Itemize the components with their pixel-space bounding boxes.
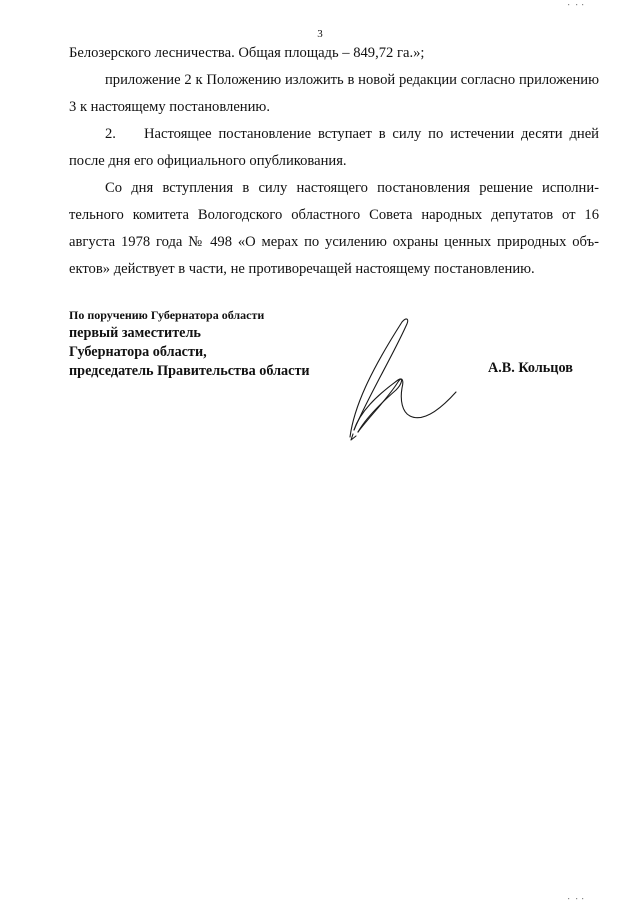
- paragraph-continuation: Белозерского лесничества. Общая площадь – 849,72 га.»;: [69, 45, 425, 61]
- item-text: Настоящее постановление вступает в силу по истечении десяти дней после дня его официального опубликования.: [69, 126, 599, 169]
- position-line-1: первый заместитель: [69, 325, 201, 341]
- document-body: [69, 40, 599, 283]
- position-line-2: Губернатора области,: [69, 344, 207, 360]
- position-line-3: председатель Правительства области: [69, 363, 310, 379]
- paragraph-appendix-amendment: приложение 2 к Положению изложить в новой редакции согласно приложению 3 к настоящему постановлению.: [69, 72, 599, 115]
- item-number: 2.: [105, 126, 116, 142]
- handwritten-signature: [340, 312, 470, 442]
- paragraph-numbered-2: [69, 121, 599, 175]
- page-number: 3: [317, 28, 323, 40]
- corner-mark-top: [566, 2, 586, 8]
- signer-name: А.В. Кольцов: [488, 360, 573, 376]
- corner-mark-bottom: [566, 896, 586, 902]
- paragraph-decision-validity: Со дня вступления в силу настоящего постановления решение исполни-тельного комитета Вологодского областного Совета народных депутатов от 16 августа 1978 года № 498 «О мерах по усилению охраны ценных природных объ-ектов» действует в части, не противоречащей настоящему постановлению.: [69, 180, 599, 277]
- signature-block: [69, 306, 310, 381]
- authorization-line: По поручению Губернатора области: [69, 308, 265, 322]
